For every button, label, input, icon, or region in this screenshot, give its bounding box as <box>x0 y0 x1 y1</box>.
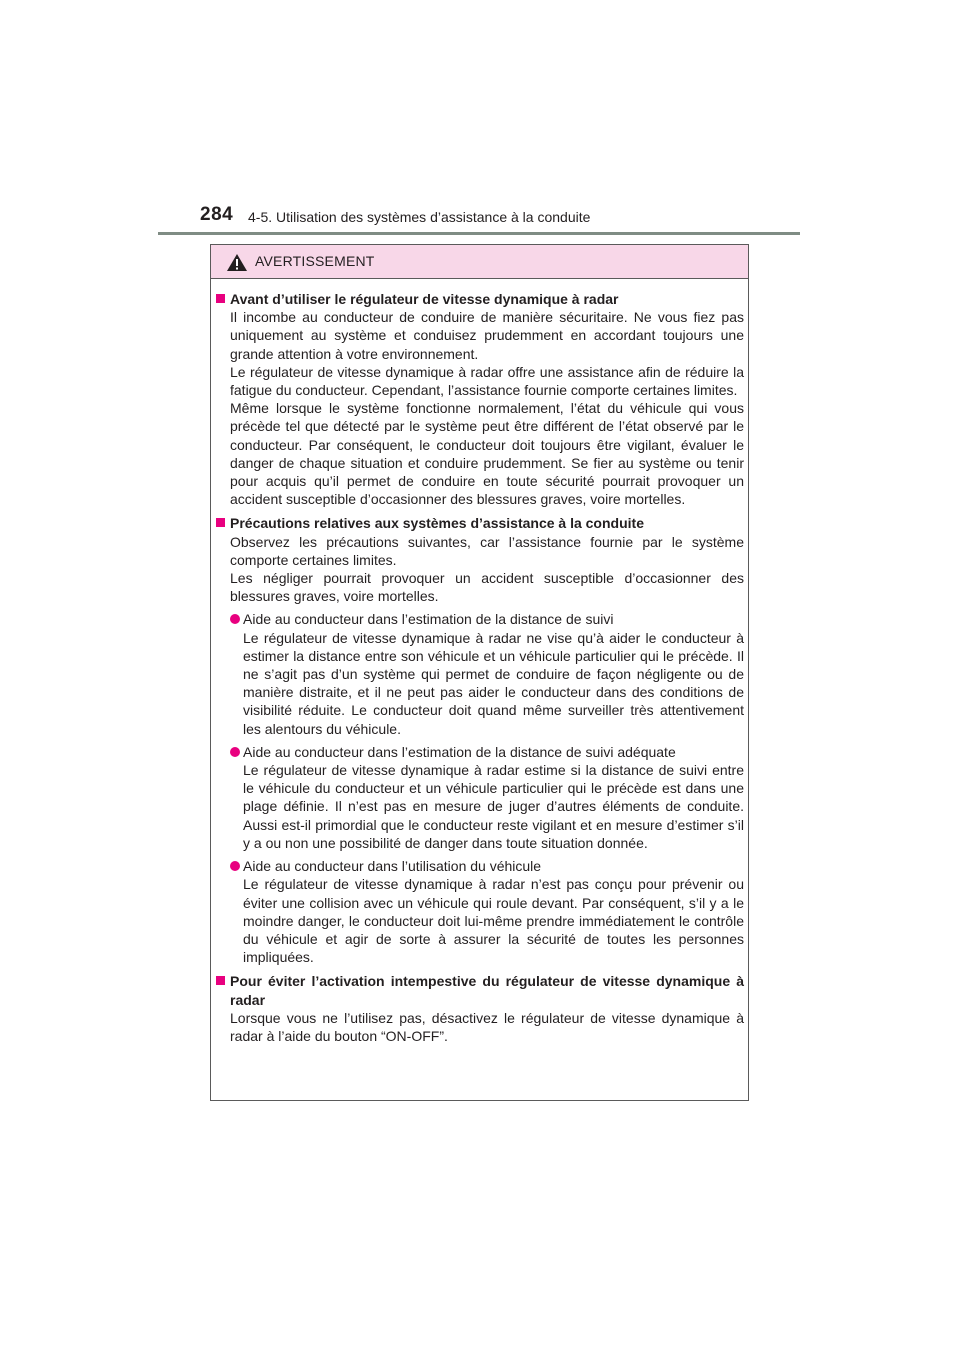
warning-content <box>216 290 744 1051</box>
bullet-text: Le régulateur de vitesse dynamique à radar ne vise qu’à aider le conducteur à estimer la distance entre son véhicule et un véhicule particulier qui le précède. Il ne s’agit pas d’un système qui permet de conduire de façon négligente ou de manière distraite, et il ne peut pas aider le conducteur dans des conditions de visibilité réduite. Le conducteur doit quand même surveiller très attentivement les alentours du véhicule. <box>243 629 744 737</box>
warning-header <box>211 245 748 279</box>
list-item <box>216 610 744 737</box>
warning-section <box>216 514 744 966</box>
square-bullet-icon <box>216 518 225 527</box>
paragraph: Même lorsque le système fonctionne normalement, l’état du véhicule qui vous précède tel que détecté par le système peut être différent de l’état observé par le conducteur. Par conséquent, le conducteur doit toujours être vigilant, évaluer le danger de chaque situation et conduire prudemment. Se fier au système ou tenir pour acquis qu’il permet de conduire en toute sécurité pourrait provoquer un accident susceptible d’occasionner des blessures graves, voire mortelles. <box>230 400 744 508</box>
bullet-title: Aide au conducteur dans l’utilisation du véhicule <box>243 858 542 875</box>
paragraph: Il incombe au conducteur de conduire de manière sécuritaire. Ne vous fiez pas uniquement au système et conduisez prudemment en accordant toujours une grande attention à votre environnement. <box>230 309 744 362</box>
bullet-title: Aide au conducteur dans l’estimation de la distance de suivi adéquate <box>243 743 676 760</box>
round-bullet-icon <box>230 861 240 871</box>
warning-title: AVERTISSEMENT <box>255 253 375 269</box>
page-number: 284 <box>200 204 234 225</box>
warning-triangle-icon <box>226 253 248 277</box>
section-heading <box>216 972 744 1008</box>
square-bullet-icon <box>216 976 225 985</box>
paragraph: Les négliger pourrait provoquer un accident susceptible d’occasionner des blessures graves, voire mortelles. <box>230 570 744 605</box>
warning-box <box>210 244 749 1101</box>
warning-section <box>216 972 744 1045</box>
bullet-text: Le régulateur de vitesse dynamique à radar estime si la distance de suivi entre le véhicule du conducteur et un véhicule particulier qui le précède est dans une plage définie. Il n’est pas en mesure de juger d’autres éléments de conduite. Aussi est-il primordial que le conducteur reste vigilant et en mesure d’estimer s’il y a ou non une possibilité de danger dans toute situation donnée. <box>243 762 744 851</box>
section-heading <box>216 514 744 532</box>
warning-section <box>216 290 744 508</box>
section-title: 4-5. Utilisation des systèmes d’assistance à la conduite <box>248 209 591 225</box>
bullet-title: Aide au conducteur dans l’estimation de la distance de suivi <box>243 611 614 628</box>
bullet-text: Le régulateur de vitesse dynamique à radar n’est pas conçu pour prévenir ou éviter une collision avec un véhicule qui roule devant. Par conséquent, s’il y a le moindre danger, le conducteur doit lui-même prendre immédiatement le contrôle du véhicule et agir de sorte à assurer la sécurité de toutes les personnes impliquées. <box>243 876 744 966</box>
round-bullet-icon <box>230 747 240 757</box>
list-item <box>216 743 744 852</box>
section-heading-text: Pour éviter l’activation intempestive du régulateur de vitesse dynamique à radar <box>230 973 744 1008</box>
header-rule <box>158 232 800 235</box>
list-item <box>216 857 744 966</box>
square-bullet-icon <box>216 294 225 303</box>
section-heading <box>216 290 744 308</box>
paragraph: Observez les précautions suivantes, car l’assistance fournie par le système comporte certaines limites. <box>230 533 744 568</box>
round-bullet-icon <box>230 614 240 624</box>
paragraph: Lorsque vous ne l’utilisez pas, désactivez le régulateur de vitesse dynamique à radar à l’aide du bouton “ON-OFF”. <box>230 1009 744 1044</box>
section-heading-text: Précautions relatives aux systèmes d’assistance à la conduite <box>230 515 644 532</box>
section-heading-text: Avant d’utiliser le régulateur de vitesse dynamique à radar <box>230 291 619 307</box>
paragraph: Le régulateur de vitesse dynamique à radar offre une assistance afin de réduire la fatigue du conducteur. Cependant, l’assistance fournie comporte certaines limites. <box>230 363 744 399</box>
